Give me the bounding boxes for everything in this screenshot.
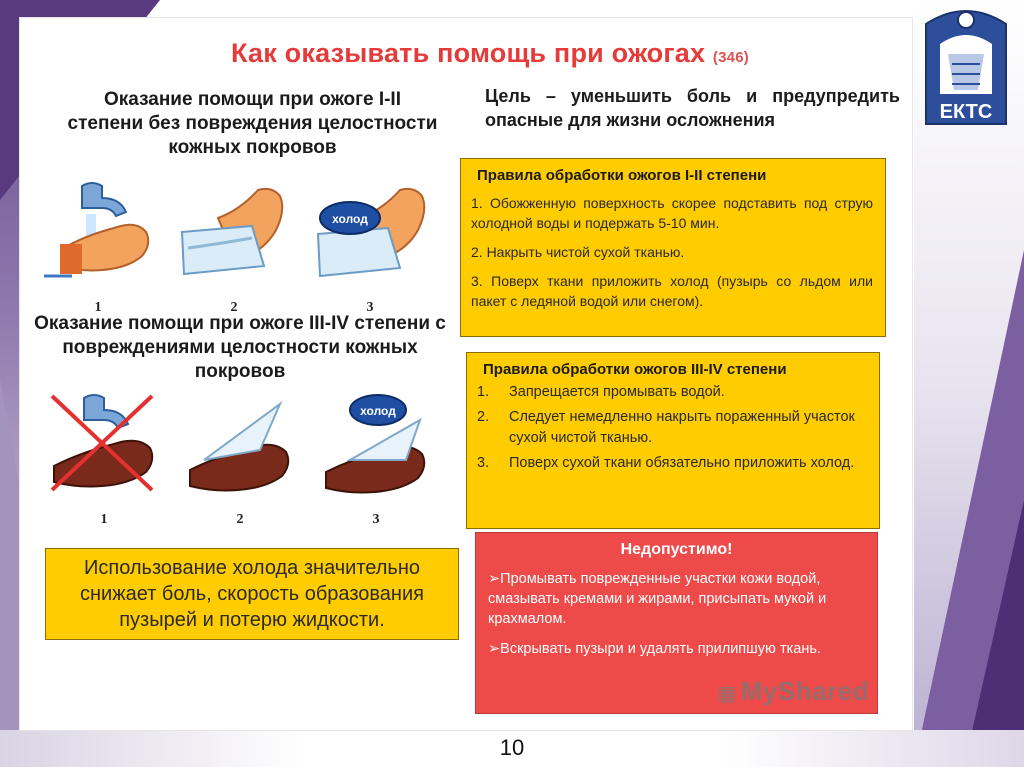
slide-content <box>20 18 912 730</box>
cold-pack-foot-icon <box>314 178 426 288</box>
illustrations-row-1 <box>42 178 426 315</box>
figure-number: 1 <box>100 512 108 527</box>
title-reference: (346) <box>712 49 749 66</box>
illustrations-row-2 <box>48 390 432 527</box>
illustration-cloth-cover <box>178 178 290 315</box>
illustration-cold-pack <box>314 178 426 315</box>
background-shape <box>964 500 1024 767</box>
cold-usage-note: Использование холода значительно снижает боль, скорость образования пузырей и потерю жидкости. <box>45 548 459 640</box>
prohibited-item: ➢Вскрывать пузыри и удалять прилипшую ткань. <box>488 641 821 657</box>
cold-pack-severe-burn-icon <box>320 390 432 500</box>
cloth-severe-burn-icon <box>184 390 296 500</box>
cloth-foot-icon <box>178 178 290 288</box>
illustration-no-water <box>48 390 160 527</box>
svg-text:ЕКТС: ЕКТС <box>939 101 993 123</box>
illustration-cold-pack-severe <box>320 390 432 527</box>
item-text: Поверх сухой ткани обязательно приложить холод. <box>509 455 855 471</box>
item-number: 3. <box>477 455 490 471</box>
figure-number: 2 <box>236 512 244 527</box>
rules-box-title: Правила обработки ожогов I-II степени <box>477 167 767 184</box>
prohibited-title: Недопустимо! <box>620 541 733 558</box>
illustration-cloth-cover-severe <box>184 390 296 527</box>
watermark: ▦ MyShared <box>717 676 869 706</box>
heading-burn-1-2: Оказание помощи при ожоге I-II степени без повреждения целостности кожных покровов <box>67 89 438 158</box>
prohibited-actions-box <box>475 532 878 714</box>
figure-number: 2 <box>230 300 238 315</box>
figure-number: 3 <box>366 300 374 315</box>
rules-item <box>477 453 867 474</box>
svg-text:холод: холод <box>332 212 368 226</box>
rules-item: 3. Поверх ткани приложить холод (пузырь со льдом или пакет с ледяной водой или снегом). <box>471 273 873 309</box>
rules-box-title: Правила обработки ожогов III-IV степени <box>483 361 787 378</box>
prohibited-item: ➢Промывать поврежденные участки кожи водой, смазывать кремами и жирами, присыпать мукой и крахмалом. <box>488 571 827 627</box>
slide-title: Как оказывать помощь при ожогах (346) <box>231 38 749 68</box>
rules-item <box>477 382 867 403</box>
presentation-icon: ▦ <box>717 683 737 705</box>
college-logo <box>918 4 1014 134</box>
ekts-logo-icon <box>918 4 1014 134</box>
goal-text: Цель – уменьшить боль и предупредить опасные для жизни осложнения <box>485 86 900 130</box>
item-number: 2. <box>477 409 490 425</box>
rules-item: 2. Накрыть чистой сухой тканью. <box>471 244 685 260</box>
prohibited-water-icon <box>48 390 160 500</box>
item-text: Следует немедленно накрыть пораженный участок сухой чистой тканью. <box>509 409 855 446</box>
item-number: 1. <box>477 384 490 400</box>
illustration-water-tap <box>42 178 154 315</box>
rules-item: 1. Обожженную поверхность скорее подставить под струю холодной воды и подержать 5-10 мин. <box>471 195 873 231</box>
item-text: Запрещается промывать водой. <box>509 384 725 400</box>
page-number: 10 <box>499 735 525 760</box>
svg-text:холод: холод <box>360 404 396 418</box>
rules-box-1-2 <box>460 158 886 337</box>
tap-water-foot-icon <box>42 178 154 288</box>
figure-number: 3 <box>372 512 380 527</box>
figure-number: 1 <box>94 300 102 315</box>
rules-item <box>477 407 867 449</box>
heading-burn-3-4: Оказание помощи при ожоге III-IV степени с повреждениями целостности кожных покровов <box>34 313 446 382</box>
rules-box-3-4 <box>466 352 880 529</box>
